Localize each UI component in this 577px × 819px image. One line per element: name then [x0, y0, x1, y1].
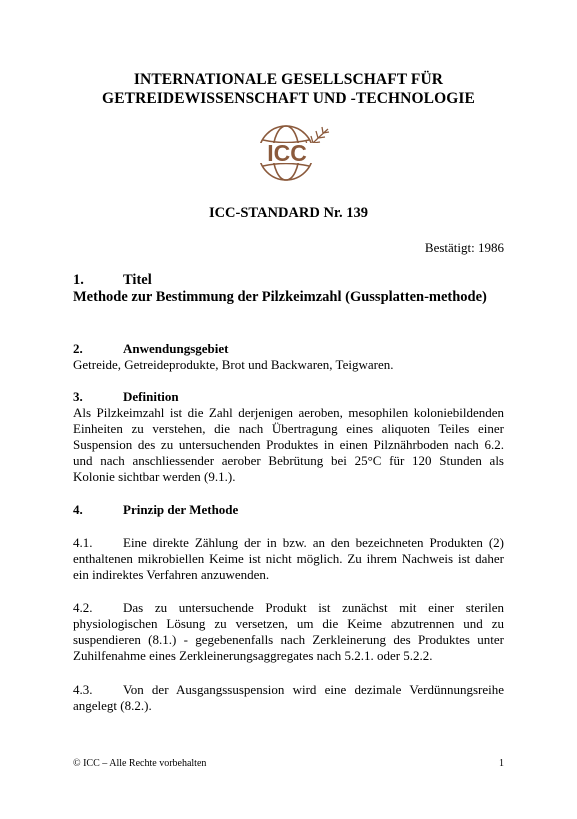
- section-4: [73, 502, 504, 518]
- organization-title-line-1: INTERNATIONALE GESELLSCHAFT FÜR: [133, 71, 444, 88]
- section-number: 2.: [73, 341, 83, 356]
- section-1: [73, 272, 504, 306]
- paragraph-4-3: [73, 682, 504, 714]
- logo-text: ICC: [267, 140, 307, 166]
- standard-title: ICC-STANDARD Nr. 139: [208, 205, 369, 221]
- section-2-heading: [73, 341, 504, 357]
- icc-logo: [236, 121, 340, 183]
- section-4-heading: [73, 502, 504, 518]
- section-number: 1.: [73, 272, 84, 288]
- paragraph-4-2: [73, 600, 504, 664]
- paragraph-text: Von der Ausgangssuspension wird eine dezimale Verdünnungsreihe angelegt (8.2.).: [73, 682, 504, 713]
- copyright-footer: © ICC – Alle Rechte vorbehalten: [73, 758, 207, 769]
- section-text: Als Pilzkeimzahl ist die Zahl derjenigen aeroben, mesophilen koloniebildenden Einheiten zu verstehen, die nach Übertragung eines aliquoten Teiles einer Suspension des zu untersuchenden Produktes in einen Pilznährboden nach 6.2. und nach anschliessender aerober Bebrütung bei 25°C für 120 Stunden als Kolonie sichtbar werden (9.1.).: [73, 405, 504, 484]
- section-3-heading: [73, 389, 504, 405]
- section-number: 3.: [73, 389, 83, 404]
- section-title: Definition: [123, 389, 179, 404]
- organization-title: [40, 70, 537, 108]
- section-number: 4.: [73, 502, 83, 517]
- section-2: [73, 341, 504, 373]
- approval-date: Bestätigt: 1986: [424, 240, 504, 255]
- paragraph-text: Das zu untersuchende Produkt ist zunächst mit einer sterilen physiologischen Lösung zu versetzen, um die Keime abzutrennen und zu suspendieren (8.1.) - gegebenenfalls nach Zerkleinerung des Produktes unter Zuhilfenahme eines Zerkleinerungsaggregates nach 5.2.1. oder 5.2.2.: [73, 600, 504, 663]
- paragraph-4-1: [73, 535, 504, 583]
- method-title: Methode zur Bestimmung der Pilzkeimzahl (Gussplatten-methode): [73, 289, 487, 305]
- organization-title-line-2: GETREIDEWISSENSCHAFT UND -TECHNOLOGIE: [102, 90, 475, 107]
- section-title: Titel: [123, 272, 152, 288]
- page-number: 1: [499, 758, 504, 769]
- section-1-heading: [73, 272, 504, 289]
- paragraph-number: 4.3.: [73, 682, 93, 697]
- section-3: [73, 389, 504, 485]
- paragraph-number: 4.2.: [73, 600, 93, 615]
- section-title: Prinzip der Methode: [123, 502, 239, 517]
- paragraph-number: 4.1.: [73, 535, 93, 550]
- section-title: Anwendungsgebiet: [123, 341, 229, 356]
- section-text: Getreide, Getreideprodukte, Brot und Backwaren, Teigwaren.: [73, 357, 394, 372]
- paragraph-text: Eine direkte Zählung der in bzw. an den bezeichneten Produkten (2) enthaltenen mikrobiellen Keime ist nicht möglich. Zu ihrem Nachweis ist daher ein indirektes Verfahren anzuwenden.: [73, 535, 504, 582]
